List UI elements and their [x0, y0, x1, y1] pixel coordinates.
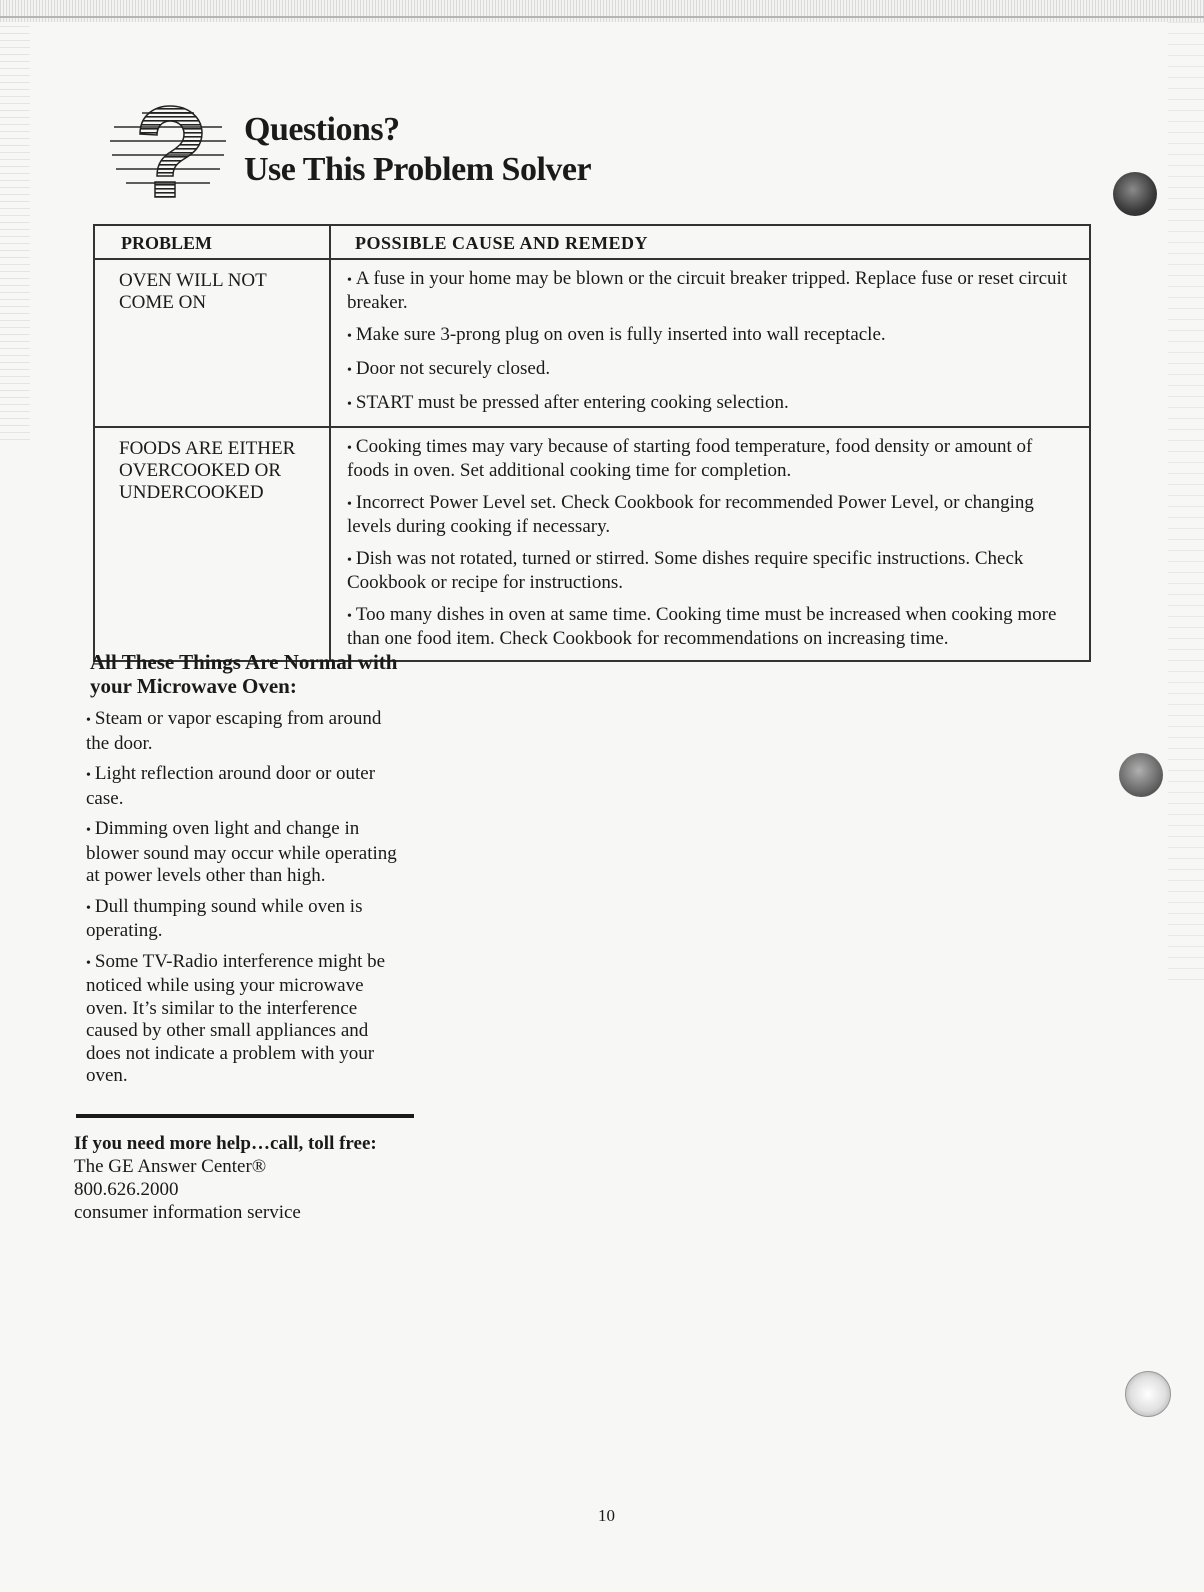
header-remedy: POSSIBLE CAUSE AND REMEDY — [330, 225, 1090, 259]
binder-hole-middle — [1119, 753, 1163, 797]
remedy-item: • Cooking times may vary because of starting food temperature, food density or amount of foods in oven. Set additional cooking time for completion. — [347, 436, 1033, 481]
phone-number: 800.626.2000 — [74, 1179, 179, 1200]
remedy-item: • Too many dishes in oven at same time. Cooking time must be increased when cooking more than one food item. Check Cookbook for recommendations on increasing time. — [347, 604, 1057, 649]
header-problem: PROBLEM — [94, 225, 330, 259]
remedy-cell — [330, 259, 1090, 427]
list-item: • Dull thumping sound while oven is operating. — [86, 895, 363, 941]
page-title — [244, 110, 591, 190]
title-line-2: Use This Problem Solver — [244, 151, 592, 188]
page-number: 10 — [598, 1506, 615, 1525]
remedy-item: • Door not securely closed. — [347, 358, 551, 379]
service-label: consumer information service — [74, 1202, 301, 1223]
scan-top-band — [0, 0, 1204, 22]
bullet-icon: • — [347, 397, 352, 412]
table-row — [94, 427, 1090, 661]
list-item: • Light reflection around door or outer case. — [86, 763, 376, 809]
remedy-item: • Incorrect Power Level set. Check Cookbook for recommended Power Level, or changing levels during cooking if necessary. — [347, 492, 1034, 537]
bullet-icon: • — [347, 553, 352, 568]
remedy-item: • A fuse in your home may be blown or the circuit breaker tripped. Replace fuse or reset circuit breaker. — [347, 268, 1068, 313]
binder-hole-bottom — [1125, 1371, 1171, 1417]
remedy-cell — [330, 427, 1090, 661]
list-item: • Dimming oven light and change in blower sound may occur while operating at power levels other than high. — [86, 818, 397, 886]
scan-left-artifacts — [0, 20, 30, 440]
help-contact — [74, 1132, 434, 1224]
bullet-icon: • — [86, 900, 91, 916]
bullet-icon: • — [86, 713, 91, 728]
remedy-item: • START must be pressed after entering cooking selection. — [347, 392, 789, 413]
bullet-icon: • — [347, 609, 352, 624]
problem-cell: FOODS ARE EITHER OVERCOOKED OR UNDERCOOKED — [94, 427, 330, 661]
bullet-icon: • — [86, 768, 91, 783]
bullet-icon: • — [86, 955, 91, 971]
table-header-row — [94, 225, 1090, 259]
bullet-icon: • — [347, 497, 352, 512]
section-divider — [76, 1114, 414, 1118]
list-item: • Some TV-Radio interference might be noticed while using your microwave oven. It’s similar to the interference caused by other small appliances and does not indicate a problem with your oven. — [86, 950, 386, 1086]
problem-solver-table — [93, 224, 1091, 662]
normal-things-section — [82, 650, 402, 1096]
scan-right-artifacts — [1168, 20, 1204, 980]
remedy-item: • Dish was not rotated, turned or stirred. Some dishes require specific instructions. Check Cookbook or recipe for instructions. — [347, 548, 1024, 593]
remedy-item: • Make sure 3-prong plug on oven is fully inserted into wall receptacle. — [347, 324, 886, 345]
bullet-icon: • — [86, 823, 91, 838]
list-item: • Steam or vapor escaping from around the door. — [86, 708, 382, 754]
normal-heading: All These Things Are Normal with your Microwave Oven: — [90, 650, 398, 698]
bullet-icon: • — [347, 441, 352, 456]
bullet-icon: • — [347, 363, 352, 378]
title-line-1: Questions? — [244, 111, 400, 148]
table-row — [94, 259, 1090, 427]
binder-hole-top — [1113, 172, 1157, 216]
answer-center: The GE Answer Center® — [74, 1156, 267, 1177]
bullet-icon: • — [347, 273, 352, 288]
bullet-icon: • — [347, 329, 352, 344]
problem-cell: OVEN WILL NOT COME ON — [94, 259, 330, 427]
help-line: If you need more help…call, toll free: — [74, 1133, 377, 1154]
question-mark-icon — [106, 100, 230, 200]
